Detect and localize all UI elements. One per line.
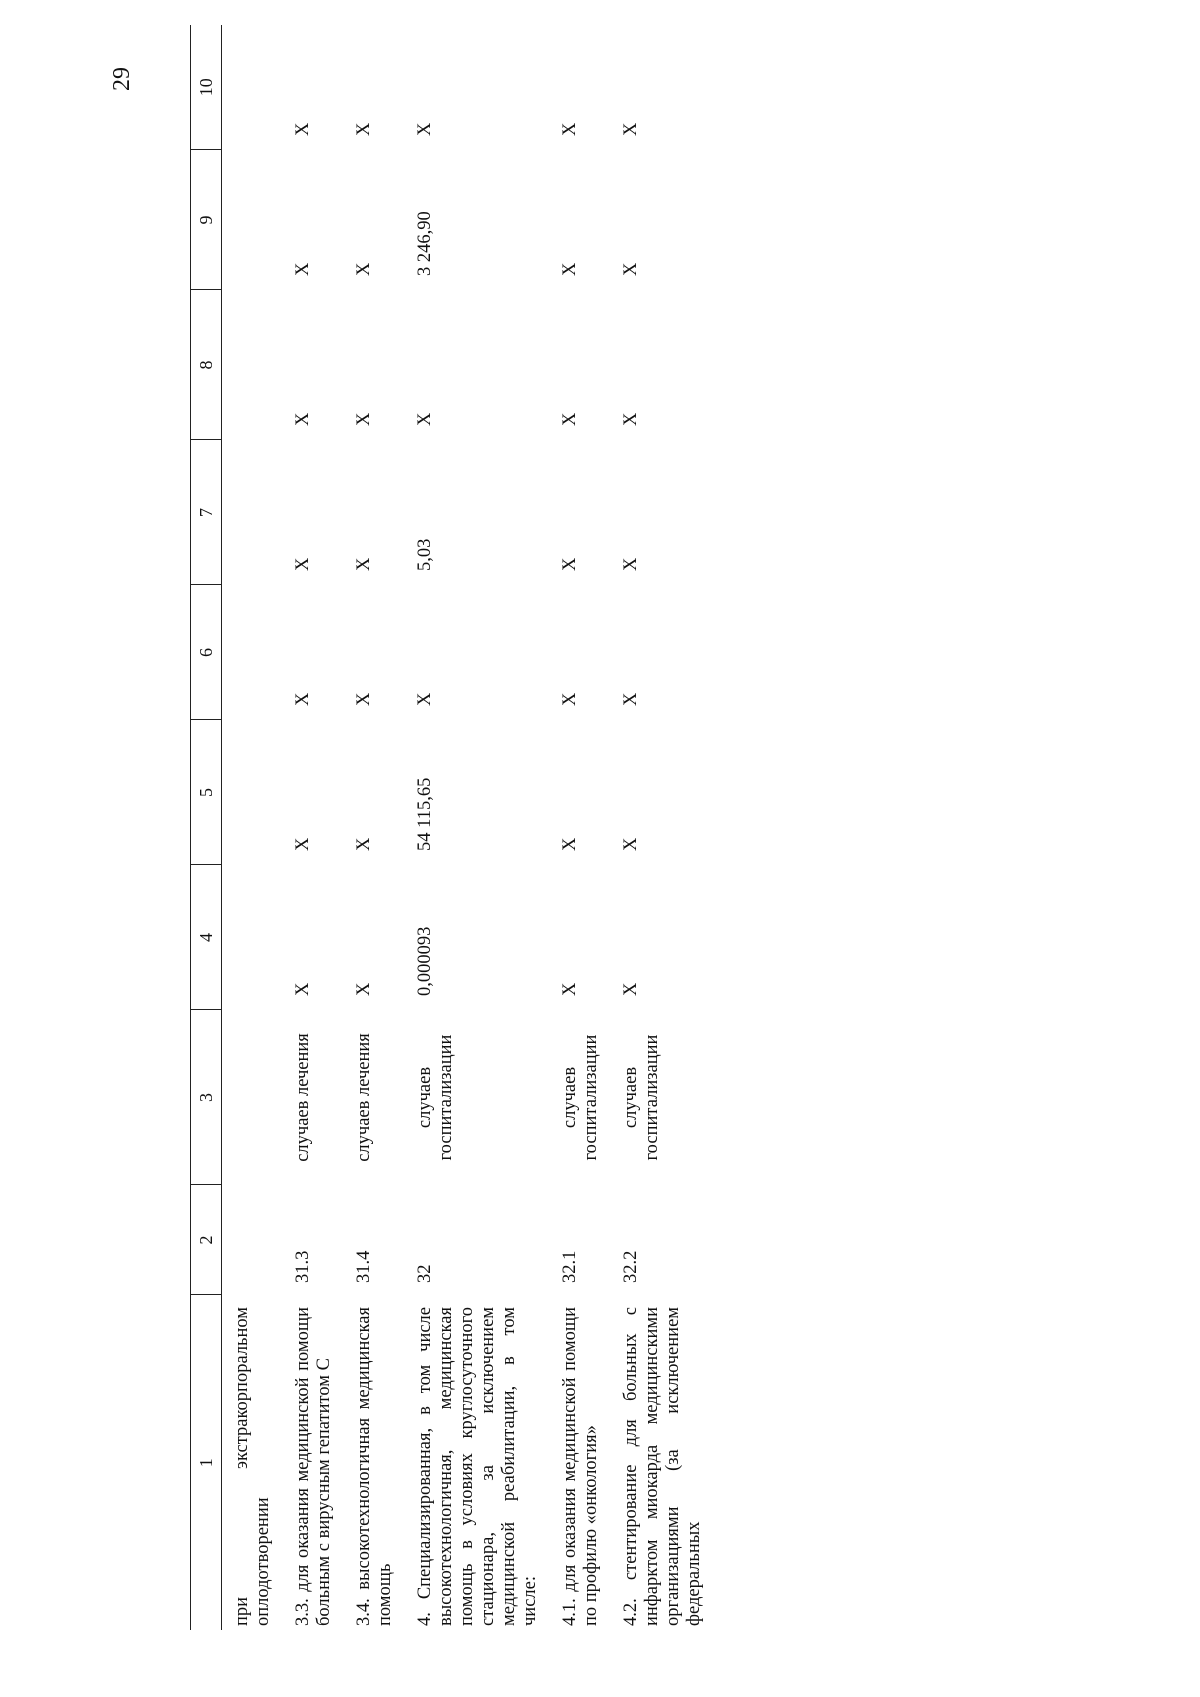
cell-value: X xyxy=(560,412,580,426)
cell-value xyxy=(222,440,284,585)
header-row xyxy=(191,25,222,1630)
cell-value: X xyxy=(354,982,374,996)
cell-value: X xyxy=(621,122,641,136)
data-table xyxy=(190,25,714,1630)
cell-value: 3 246,90 xyxy=(415,211,435,276)
cell-value xyxy=(222,865,284,1010)
row-description: 4.2. стентирование для больных с инфарктом миокарда медицинскими организациями (за исключением федеральных xyxy=(621,1307,704,1626)
column-header: 6 xyxy=(191,585,222,720)
row-unit: случаев лечения xyxy=(354,1033,374,1162)
cell-value xyxy=(222,25,284,150)
cell-value: X xyxy=(354,412,374,426)
cell-value: X xyxy=(354,692,374,706)
cell-value: X xyxy=(621,557,641,571)
row-description: 3.3. для оказания медицинской помощи больным с вирусным гепатитом С xyxy=(293,1307,334,1626)
row-description: 4.1. для оказания медицинской помощи по профилю «онкология» xyxy=(560,1307,601,1626)
cell-value: X xyxy=(293,122,313,136)
cell-value xyxy=(222,720,284,865)
table-row xyxy=(611,25,714,1630)
cell-value: X xyxy=(415,412,435,426)
table-row xyxy=(283,25,344,1630)
cell-value: X xyxy=(293,982,313,996)
cell-value: X xyxy=(621,262,641,276)
row-description: 3.4. высокотехнологичная медицинская помощь xyxy=(354,1307,395,1626)
column-header: 3 xyxy=(191,1010,222,1185)
cell-value: X xyxy=(560,982,580,996)
cell-value xyxy=(222,150,284,290)
row-unit: случаев госпитализации xyxy=(415,1034,456,1161)
table-row xyxy=(222,25,284,1630)
column-header: 5 xyxy=(191,720,222,865)
rotated-table-wrapper xyxy=(190,25,935,1630)
cell-value: X xyxy=(560,837,580,851)
cell-value: X xyxy=(560,557,580,571)
row-unit xyxy=(222,1010,284,1185)
row-number: 31.4 xyxy=(354,1250,374,1283)
cell-value: X xyxy=(560,692,580,706)
row-description: при экстракорпоральном оплодотворении xyxy=(232,1307,273,1626)
column-header: 2 xyxy=(191,1185,222,1295)
row-number: 31.3 xyxy=(293,1250,313,1283)
cell-value: X xyxy=(621,692,641,706)
table-row xyxy=(405,25,550,1630)
cell-value: X xyxy=(354,122,374,136)
table-row xyxy=(344,25,405,1630)
row-unit: случаев госпитализации xyxy=(621,1034,662,1161)
cell-value: X xyxy=(415,122,435,136)
page-number: 29 xyxy=(108,67,135,91)
column-header: 10 xyxy=(191,25,222,150)
column-header: 1 xyxy=(191,1295,222,1630)
cell-value: X xyxy=(621,837,641,851)
cell-value: X xyxy=(354,837,374,851)
cell-value: 0,000093 xyxy=(415,926,435,996)
table-header xyxy=(191,25,222,1630)
cell-value: X xyxy=(354,557,374,571)
table-body xyxy=(222,25,715,1630)
cell-value: X xyxy=(560,122,580,136)
column-header: 8 xyxy=(191,290,222,440)
table-row xyxy=(550,25,611,1630)
row-unit: случаев лечения xyxy=(293,1033,313,1162)
row-unit: случаев госпитализации xyxy=(560,1034,601,1161)
cell-value: 5,03 xyxy=(415,538,435,571)
cell-value: 54 115,65 xyxy=(415,777,435,851)
cell-value: X xyxy=(293,837,313,851)
row-number xyxy=(222,1185,284,1295)
cell-value: X xyxy=(354,262,374,276)
cell-value xyxy=(222,290,284,440)
cell-value: X xyxy=(415,692,435,706)
row-number: 32.2 xyxy=(621,1250,641,1283)
cell-value: X xyxy=(621,412,641,426)
column-header: 9 xyxy=(191,150,222,290)
cell-value: X xyxy=(560,262,580,276)
cell-value: X xyxy=(293,262,313,276)
row-number: 32 xyxy=(415,1264,435,1283)
cell-value: X xyxy=(293,692,313,706)
cell-value xyxy=(222,585,284,720)
column-header: 4 xyxy=(191,865,222,1010)
row-number: 32.1 xyxy=(560,1250,580,1283)
column-header: 7 xyxy=(191,440,222,585)
cell-value: X xyxy=(293,557,313,571)
cell-value: X xyxy=(293,412,313,426)
cell-value: X xyxy=(621,982,641,996)
row-description: 4. Специализированная, в том числе высокотехнологичная, медицинская помощь в условиях круглосуточного стационара, за исключением медицинской реабилитации, в том числе: xyxy=(415,1307,540,1626)
